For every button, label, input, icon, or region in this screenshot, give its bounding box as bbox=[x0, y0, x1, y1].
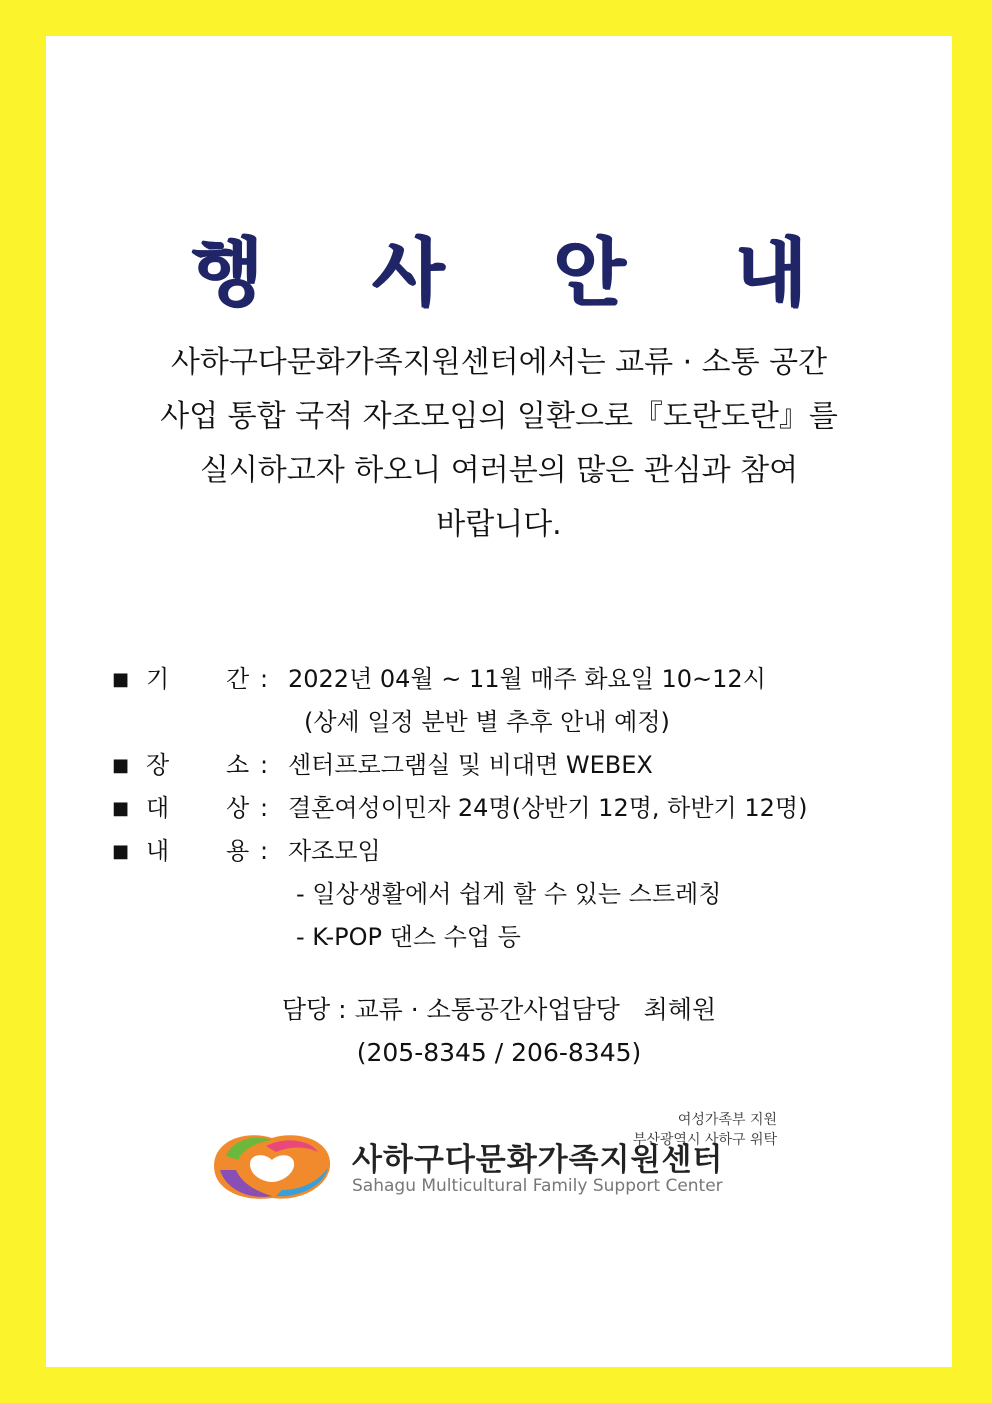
org-name-korean: 사하구다문화가족지원센터 bbox=[352, 1142, 724, 1178]
colon: : bbox=[260, 794, 269, 822]
detail-value: 결혼여성이민자 24명(상반기 12명, 하반기 12명) bbox=[288, 794, 808, 822]
label-char: 상 bbox=[226, 794, 250, 822]
detail-note: (상세 일정 분반 별 추후 안내 예정) bbox=[304, 708, 670, 736]
org-logo bbox=[206, 1126, 826, 1206]
content-item-text: - 일상생활에서 쉽게 할 수 있는 스트레칭 bbox=[296, 880, 722, 908]
bullet-icon: ■ bbox=[112, 755, 130, 776]
label-char: 장 bbox=[146, 751, 170, 779]
detail-value: 센터프로그램실 및 비대면 WEBEX bbox=[288, 751, 653, 779]
label-char: 소 bbox=[226, 751, 250, 779]
label-char: 기 bbox=[146, 665, 170, 693]
colon: : bbox=[260, 665, 269, 693]
content-item-text: - K-POP 댄스 수업 등 bbox=[296, 923, 521, 951]
detail-value: 자조모임 bbox=[288, 837, 381, 865]
contact-person: 담당 : 교류 · 소통공간사업담당 최혜원 bbox=[281, 995, 717, 1024]
colon: : bbox=[260, 751, 269, 779]
colon: : bbox=[260, 837, 269, 865]
detail-period bbox=[112, 658, 932, 701]
content-item bbox=[112, 873, 932, 916]
intro-paragraph bbox=[46, 336, 952, 552]
intro-line: 사업 통합 국적 자조모임의 일환으로『도란도란』를 bbox=[160, 399, 838, 434]
support-line: 부산광역시 사하구 위탁 bbox=[632, 1132, 777, 1148]
detail-place bbox=[112, 744, 932, 787]
detail-target bbox=[112, 787, 932, 830]
bullet-icon: ■ bbox=[112, 841, 130, 862]
org-name-english: Sahagu Multicultural Family Support Center bbox=[352, 1176, 723, 1196]
intro-line: 바랍니다. bbox=[436, 507, 562, 542]
event-details bbox=[112, 658, 932, 959]
label-char: 간 bbox=[226, 665, 250, 693]
intro-line: 실시하고자 하오니 여러분의 많은 관심과 참여 bbox=[199, 453, 799, 488]
detail-content bbox=[112, 830, 932, 873]
bullet-icon: ■ bbox=[112, 798, 130, 819]
label-char: 용 bbox=[226, 837, 250, 865]
label-char: 내 bbox=[146, 837, 170, 865]
label-char: 대 bbox=[146, 794, 170, 822]
poster-sheet bbox=[46, 36, 952, 1367]
page-title: 행 사 안 내 bbox=[191, 230, 849, 316]
contact-info bbox=[46, 988, 952, 1074]
support-line: 여성가족부 지원 bbox=[677, 1112, 777, 1128]
content-item bbox=[112, 916, 932, 959]
intro-line: 사하구다문화가족지원센터에서는 교류 · 소통 공간 bbox=[170, 345, 828, 380]
contact-phone: (205-8345 / 206-8345) bbox=[356, 1038, 642, 1067]
heart-logo-icon bbox=[206, 1126, 338, 1206]
detail-value: 2022년 04월 ~ 11월 매주 화요일 10~12시 bbox=[288, 665, 766, 693]
detail-period-note bbox=[112, 701, 932, 744]
bullet-icon: ■ bbox=[112, 669, 130, 690]
